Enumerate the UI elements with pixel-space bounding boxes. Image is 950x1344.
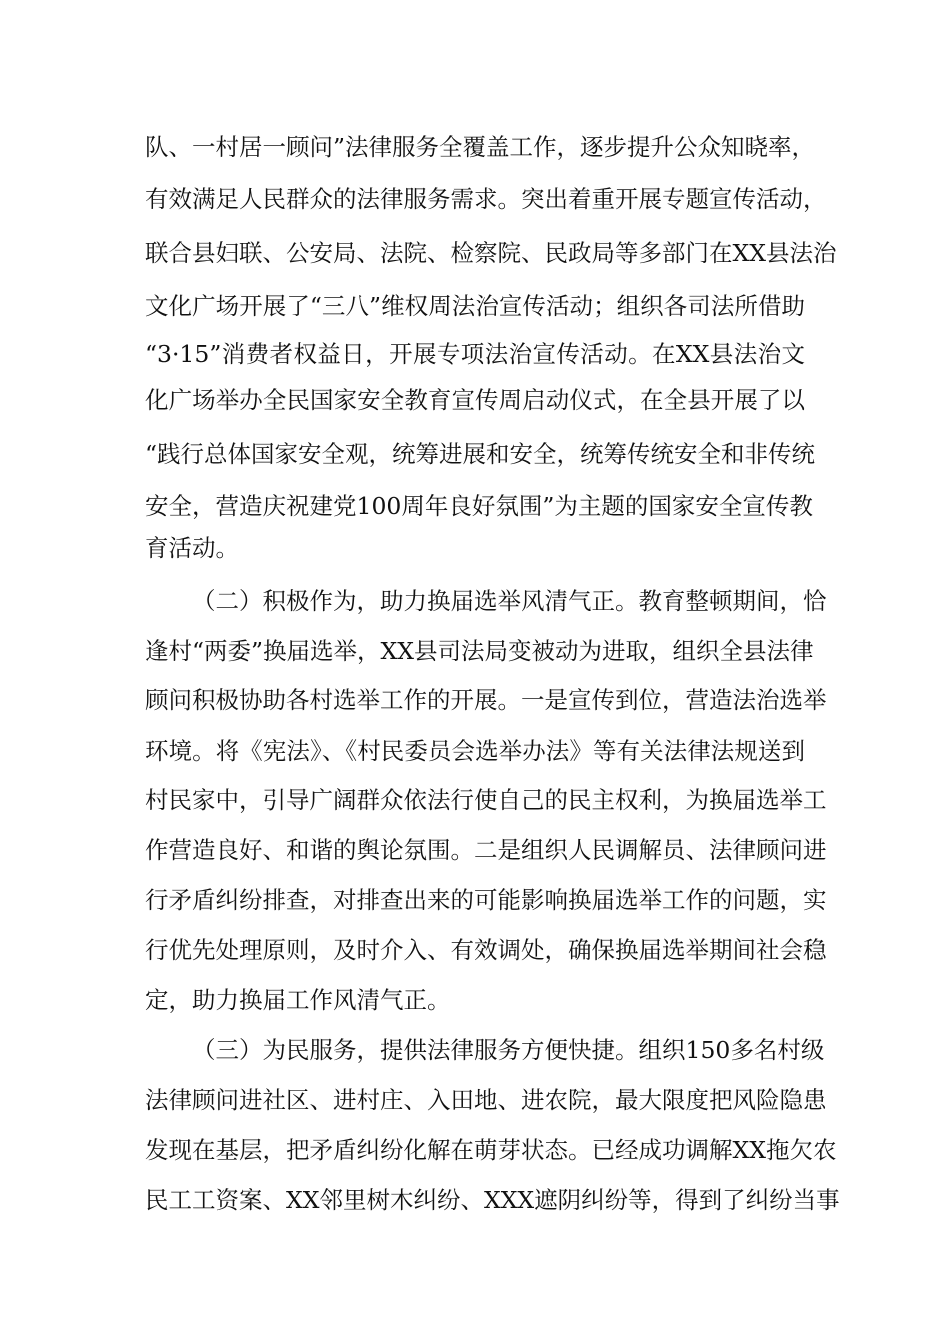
text-line: 行优先处理原则，及时介入、有效调处，确保换届选举期间社会稳 [145,936,827,964]
paragraph-heading-line: （三）为民服务，提供法律服务方便快捷。组织150多名村级 [192,1036,825,1064]
text-line: 队、一村居一顾问”法律服务全覆盖工作，逐步提升公众知晓率， [145,133,816,161]
text-line: 联合县妇联、公安局、法院、检察院、民政局等多部门在XX县法治 [145,239,837,267]
text-line: 定，助力换届工作风清气正。 [145,986,451,1014]
text-line: 村民家中，引导广阔群众依法行使自己的民主权利，为换届选举工 [145,786,827,814]
text-line: 顾问积极协助各村选举工作的开展。一是宣传到位，营造法治选举 [145,686,827,714]
text-line: 行矛盾纠纷排查，对排查出来的可能影响换届选举工作的问题，实 [145,886,827,914]
text-line: 法律顾问进社区、进村庄、入田地、进农院，最大限度把风险隐患 [145,1086,827,1114]
text-line: 逢村“两委”换届选举，XX县司法局变被动为进取，组织全县法律 [145,637,814,665]
text-line: 作营造良好、和谐的舆论氛围。二是组织人民调解员、法律顾问进 [145,836,827,864]
text-line: 安全，营造庆祝建党100周年良好氛围”为主题的国家安全宣传教 [145,492,813,520]
text-line: “3·15”消费者权益日，开展专项法治宣传活动。在XX县法治文 [145,340,805,368]
text-line: 文化广场开展了“三八”维权周法治宣传活动；组织各司法所借助 [145,292,805,320]
text-line: 育活动。 [145,534,239,562]
paragraph-heading-line: （二）积极作为，助力换届选举风清气正。教育整顿期间，恰 [192,587,827,615]
text-line: 环境。将《宪法》、《村民委员会选举办法》等有关法律法规送到 [145,737,805,765]
text-line: 化广场举办全民国家安全教育宣传周启动仪式，在全县开展了以 [145,386,805,414]
text-line: “践行总体国家安全观，统筹进展和安全，统筹传统安全和非传统 [145,440,816,468]
text-line: 民工工资案、XX邻里树木纠纷、XXX遮阴纠纷等，得到了纠纷当事 [145,1186,840,1214]
text-line: 有效满足人民群众的法律服务需求。突出着重开展专题宣传活动， [145,185,827,213]
text-line: 发现在基层，把矛盾纠纷化解在萌芽状态。已经成功调解XX拖欠农 [145,1136,837,1164]
